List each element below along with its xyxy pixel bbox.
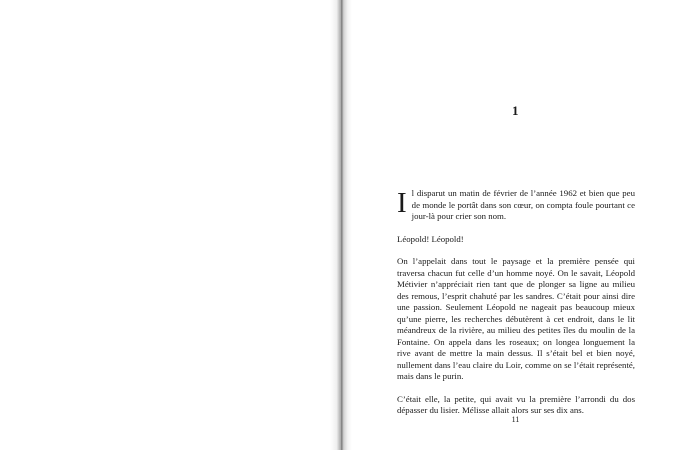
- chapter-number: 1: [512, 103, 519, 118]
- left-page-blank: [0, 0, 340, 450]
- right-page: [345, 0, 686, 450]
- chapter-text: [397, 188, 635, 428]
- paragraph-discovery: C’était elle, la petite, qui avait vu la première l’arrondi du dos dépasser du lisier. Mélisse allait alors sur ses dix ans.: [397, 393, 635, 415]
- opening-paragraph: [397, 188, 635, 223]
- drop-cap: I: [397, 187, 407, 219]
- page-number: 11: [511, 415, 520, 424]
- opening-text: l disparut un matin de février de l’année 1962 et bien que peu de monde le portât dans son cœur, on compta foule pourtant ce jour-là pour crier son nom.: [411, 188, 635, 221]
- paragraph-exclamation: Léopold! Léopold!: [397, 233, 464, 244]
- paragraph-search: On l’appelait dans tout le paysage et la première pensée qui traversa chacun fut celle d’un homme noyé. On le savait, Léopold Métivier n’appréciait rien tant que de plonger sa ligne au milieu des remous, l’esprit chahuté par les sandres. C’était pour ainsi dire une passion. Seulement Léopold ne nageait pas beaucoup mieux qu’une pierre, les recherches débutèrent à cet endroit, dans le lit méandreux de la rivière, au milieu des petites îles du moulin de la Fontaine. On appela dans les roseaux; on longea longuement la rive avant de mettre la main dessus. Il s’était bel et bien noyé, nullement dans l’eau claire du Loir, comme on se l’était représenté, mais dans le purin.: [397, 256, 635, 381]
